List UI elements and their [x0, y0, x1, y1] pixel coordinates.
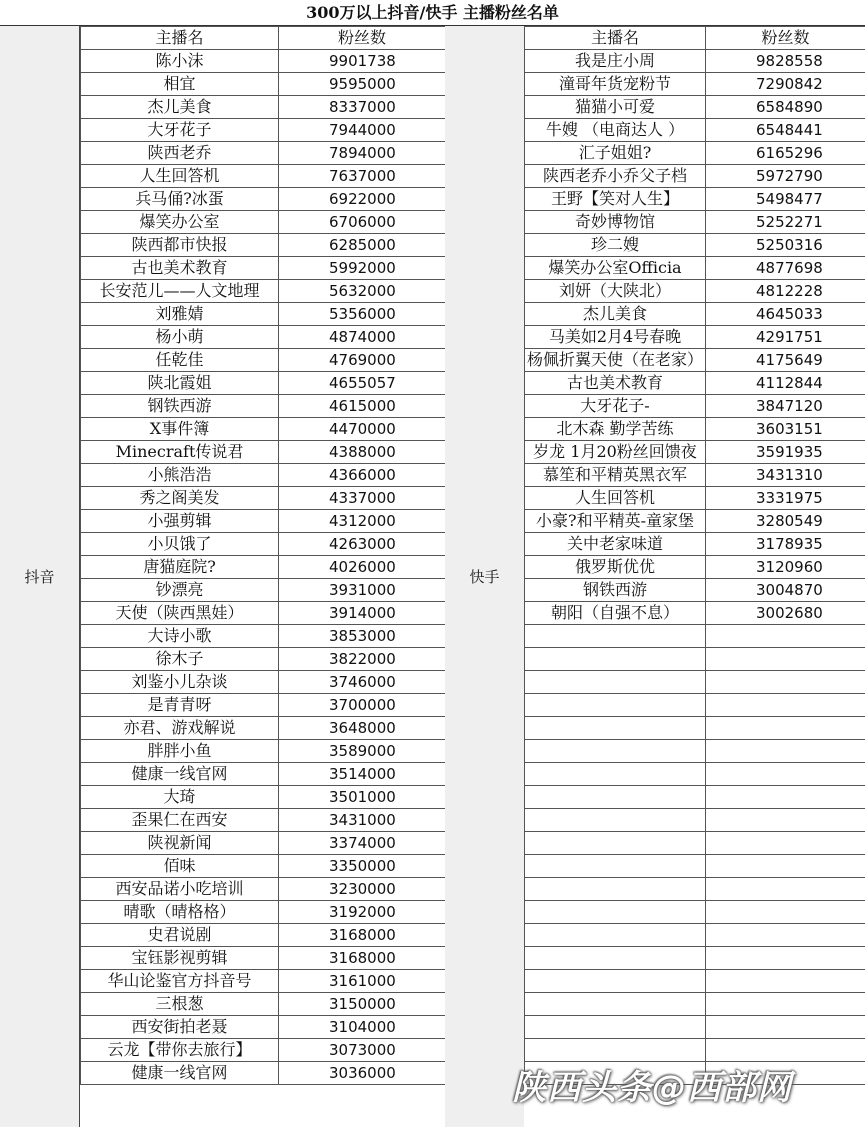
streamer-name: 兵马俑?冰蛋 [81, 188, 279, 211]
streamer-name: 云龙【带你去旅行】 [81, 1039, 279, 1062]
table-row [525, 763, 865, 786]
streamer-name [525, 763, 706, 786]
streamer-name: 亦君、游戏解说 [81, 717, 279, 740]
douyin-header-name: 主播名 [81, 27, 279, 50]
table-row [525, 947, 865, 970]
streamer-name: 唐猫庭院? [81, 556, 279, 579]
fan-count [706, 740, 865, 763]
fan-count: 3853000 [279, 625, 446, 648]
streamer-name [525, 625, 706, 648]
streamer-name: 佰味 [81, 855, 279, 878]
table-row [525, 694, 865, 717]
fan-count: 5498477 [706, 188, 865, 211]
fan-count [706, 855, 865, 878]
fan-count: 6706000 [279, 211, 446, 234]
fan-count: 4291751 [706, 326, 865, 349]
fan-count: 9901738 [279, 50, 446, 73]
streamer-name: 小强剪辑 [81, 510, 279, 533]
streamer-name: 汇子姐姐? [525, 142, 706, 165]
table-row [81, 855, 446, 878]
fan-count: 6922000 [279, 188, 446, 211]
table-row [81, 533, 446, 556]
table-row [81, 303, 446, 326]
fan-count: 3603151 [706, 418, 865, 441]
douyin-table-body [81, 27, 446, 1085]
table-row [81, 326, 446, 349]
table-row [81, 740, 446, 763]
table-row [525, 211, 865, 234]
fan-count [706, 878, 865, 901]
streamer-name: 晴歌（晴格格） [81, 901, 279, 924]
streamer-name: 三根葱 [81, 993, 279, 1016]
table-row [525, 1039, 865, 1062]
table-row [525, 418, 865, 441]
table-row [81, 993, 446, 1016]
streamer-name: 朝阳（自强不息） [525, 602, 706, 625]
table-row [525, 1016, 865, 1039]
streamer-name: 宝钰影视剪辑 [81, 947, 279, 970]
table-row [525, 740, 865, 763]
streamer-name: 珍二嫂 [525, 234, 706, 257]
streamer-name: 西安品诺小吃培训 [81, 878, 279, 901]
fan-count: 5252271 [706, 211, 865, 234]
kuaishou-table [524, 26, 865, 1085]
fan-count: 3914000 [279, 602, 446, 625]
streamer-name: 钢铁西游 [81, 395, 279, 418]
table-row [81, 165, 446, 188]
fan-count [706, 993, 865, 1016]
table-row [525, 901, 865, 924]
table-row [81, 832, 446, 855]
table-row [81, 257, 446, 280]
fan-count: 4874000 [279, 326, 446, 349]
table-row [525, 303, 865, 326]
fan-count: 6165296 [706, 142, 865, 165]
streamer-name [525, 671, 706, 694]
table-row [525, 96, 865, 119]
table-row [81, 1062, 446, 1085]
streamer-name [525, 924, 706, 947]
streamer-name: 北木森 勤学苦练 [525, 418, 706, 441]
table-row [525, 970, 865, 993]
table-row [525, 349, 865, 372]
fan-count: 9595000 [279, 73, 446, 96]
streamer-name: 爆笑办公室Officia [525, 257, 706, 280]
fan-count: 6584890 [706, 96, 865, 119]
fan-count [706, 694, 865, 717]
table-row [81, 487, 446, 510]
streamer-name [525, 648, 706, 671]
table-row [525, 510, 865, 533]
fan-count: 3331975 [706, 487, 865, 510]
table-row [525, 73, 865, 96]
streamer-name: 大牙花子- [525, 395, 706, 418]
table-row [525, 832, 865, 855]
streamer-name [525, 809, 706, 832]
fan-count: 5250316 [706, 234, 865, 257]
fan-count: 3931000 [279, 579, 446, 602]
table-row [81, 464, 446, 487]
table-row [525, 556, 865, 579]
fan-count: 6548441 [706, 119, 865, 142]
table-row [81, 1039, 446, 1062]
douyin-platform-label [0, 26, 80, 1127]
douyin-table [80, 26, 446, 1085]
streamer-name: 小熊浩浩 [81, 464, 279, 487]
table-row [81, 418, 446, 441]
streamer-name: 华山论鉴官方抖音号 [81, 970, 279, 993]
streamer-name: 杰儿美食 [525, 303, 706, 326]
streamer-name: 人生回答机 [525, 487, 706, 510]
table-row [525, 234, 865, 257]
table-row [525, 878, 865, 901]
table-row [81, 648, 446, 671]
table-row [525, 924, 865, 947]
fan-count [706, 763, 865, 786]
fan-count: 3591935 [706, 441, 865, 464]
fan-count: 5356000 [279, 303, 446, 326]
fan-count: 7637000 [279, 165, 446, 188]
fan-count: 4655057 [279, 372, 446, 395]
streamer-name: 大琦 [81, 786, 279, 809]
streamer-name: 史君说剧 [81, 924, 279, 947]
table-row [525, 786, 865, 809]
fan-count [706, 786, 865, 809]
table-row [81, 119, 446, 142]
fan-count: 7290842 [706, 73, 865, 96]
table-row [525, 372, 865, 395]
fan-count: 3168000 [279, 924, 446, 947]
table-row [81, 602, 446, 625]
streamer-name: X事件簿 [81, 418, 279, 441]
fan-count: 5972790 [706, 165, 865, 188]
fan-count: 3822000 [279, 648, 446, 671]
fan-count: 3280549 [706, 510, 865, 533]
table-row [525, 602, 865, 625]
streamer-name [525, 855, 706, 878]
table-row [525, 188, 865, 211]
streamer-name: 陕视新闻 [81, 832, 279, 855]
table-row [81, 717, 446, 740]
table-row [81, 763, 446, 786]
table-row [525, 855, 865, 878]
fan-count [706, 901, 865, 924]
table-row [81, 96, 446, 119]
table-row [81, 280, 446, 303]
streamer-name: 岁龙 1月20粉丝回馈夜 [525, 441, 706, 464]
fan-count: 3230000 [279, 878, 446, 901]
streamer-name: 杰儿美食 [81, 96, 279, 119]
fan-count [706, 648, 865, 671]
table-row [81, 372, 446, 395]
fan-count: 3004870 [706, 579, 865, 602]
streamer-name [525, 970, 706, 993]
douyin-label-text: 抖音 [24, 568, 55, 586]
streamer-name: 陕北霞姐 [81, 372, 279, 395]
streamer-name: 西安街拍老聂 [81, 1016, 279, 1039]
table-row [81, 556, 446, 579]
fan-count: 4470000 [279, 418, 446, 441]
table-row [81, 878, 446, 901]
fan-count: 3161000 [279, 970, 446, 993]
kuaishou-table-body [525, 27, 865, 1085]
streamer-name: 任乾佳 [81, 349, 279, 372]
fan-count: 4615000 [279, 395, 446, 418]
fan-count: 3374000 [279, 832, 446, 855]
streamer-name: 大诗小歌 [81, 625, 279, 648]
fan-count [706, 947, 865, 970]
fan-count [706, 1016, 865, 1039]
kuaishou-label-text: 快手 [469, 568, 500, 586]
table-row [525, 717, 865, 740]
streamer-name [525, 740, 706, 763]
fan-count: 3192000 [279, 901, 446, 924]
streamer-name: 胖胖小鱼 [81, 740, 279, 763]
table-row [525, 579, 865, 602]
table-row [81, 1016, 446, 1039]
fan-count: 4312000 [279, 510, 446, 533]
table-row [81, 809, 446, 832]
streamer-name: 陈小沫 [81, 50, 279, 73]
streamer-name: 天使（陕西黑娃） [81, 602, 279, 625]
kuaishou-label-wrap [445, 26, 524, 1127]
table-row [81, 142, 446, 165]
fan-count: 4877698 [706, 257, 865, 280]
streamer-name: 陕西老乔 [81, 142, 279, 165]
fan-count: 3589000 [279, 740, 446, 763]
sheet-title: 300万以上抖音/快手 主播粉丝名单 [0, 0, 865, 26]
streamer-name: 秀之阁美发 [81, 487, 279, 510]
streamer-name: 健康一线官网 [81, 763, 279, 786]
douyin-header-fans: 粉丝数 [279, 27, 446, 50]
fan-count: 4337000 [279, 487, 446, 510]
fan-count: 4366000 [279, 464, 446, 487]
fan-count [706, 809, 865, 832]
table-row [81, 211, 446, 234]
streamer-name: 杨小萌 [81, 326, 279, 349]
fan-count: 3150000 [279, 993, 446, 1016]
fan-count: 4026000 [279, 556, 446, 579]
table-row [525, 671, 865, 694]
table-row [81, 924, 446, 947]
streamer-name: 陕西老乔小乔父子档 [525, 165, 706, 188]
streamer-name: 刘鉴小儿杂谈 [81, 671, 279, 694]
streamer-name [525, 694, 706, 717]
streamer-name: 马美如2月4号春晚 [525, 326, 706, 349]
fan-count: 3514000 [279, 763, 446, 786]
streamer-name: 刘雅婧 [81, 303, 279, 326]
table-row [81, 947, 446, 970]
streamer-name [525, 1016, 706, 1039]
table-row [81, 188, 446, 211]
douyin-header-row [81, 27, 446, 50]
fan-count: 3104000 [279, 1016, 446, 1039]
table-row [525, 395, 865, 418]
streamer-name: 慕笙和平精英黑衣军 [525, 464, 706, 487]
fan-count: 3431000 [279, 809, 446, 832]
fan-count: 3431310 [706, 464, 865, 487]
streamer-name: 我是庄小周 [525, 50, 706, 73]
fan-count [706, 671, 865, 694]
fan-count: 4812228 [706, 280, 865, 303]
table-row [81, 625, 446, 648]
streamer-name: 王野【笑对人生】 [525, 188, 706, 211]
table-row [525, 441, 865, 464]
kuaishou-header-name: 主播名 [525, 27, 706, 50]
streamer-name: 大牙花子 [81, 119, 279, 142]
fan-count [706, 625, 865, 648]
streamer-name: 长安范儿——人文地理 [81, 280, 279, 303]
streamer-name: 古也美术教育 [81, 257, 279, 280]
streamer-name: 杨佩折翼天使（在老家） [525, 349, 706, 372]
table-row [525, 648, 865, 671]
table-row [81, 694, 446, 717]
table-row [81, 50, 446, 73]
fan-count: 3073000 [279, 1039, 446, 1062]
streamer-name: 奇妙博物馆 [525, 211, 706, 234]
fan-count: 3501000 [279, 786, 446, 809]
streamer-name [525, 717, 706, 740]
table-row [525, 533, 865, 556]
fan-count: 7894000 [279, 142, 446, 165]
table-row [525, 993, 865, 1016]
table-row [525, 326, 865, 349]
table-row [81, 786, 446, 809]
streamer-name: 猫猫小可爱 [525, 96, 706, 119]
fan-count: 4263000 [279, 533, 446, 556]
fan-count: 5632000 [279, 280, 446, 303]
fan-count: 3120960 [706, 556, 865, 579]
kuaishou-header-row [525, 27, 865, 50]
table-row [81, 901, 446, 924]
fan-count: 4175649 [706, 349, 865, 372]
table-row [525, 809, 865, 832]
fan-count: 3178935 [706, 533, 865, 556]
fan-count: 8337000 [279, 96, 446, 119]
fan-count [706, 924, 865, 947]
table-row [81, 234, 446, 257]
table-row [525, 257, 865, 280]
table-row [81, 441, 446, 464]
streamer-name: 钢铁西游 [525, 579, 706, 602]
streamer-name [525, 901, 706, 924]
fan-count: 3036000 [279, 1062, 446, 1085]
kuaishou-header-fans: 粉丝数 [706, 27, 865, 50]
streamer-name: 歪果仁在西安 [81, 809, 279, 832]
table-row [81, 73, 446, 96]
streamer-name [525, 993, 706, 1016]
fan-count: 4769000 [279, 349, 446, 372]
streamer-name [525, 1039, 706, 1062]
table-row [525, 142, 865, 165]
fan-count [706, 970, 865, 993]
streamer-name: 潼哥年货宠粉节 [525, 73, 706, 96]
streamer-name: 古也美术教育 [525, 372, 706, 395]
fan-count: 5992000 [279, 257, 446, 280]
streamer-name: 俄罗斯优优 [525, 556, 706, 579]
streamer-name: 相宜 [81, 73, 279, 96]
fan-count: 3700000 [279, 694, 446, 717]
table-row [81, 395, 446, 418]
streamer-name [525, 947, 706, 970]
kuaishou-platform-label [445, 26, 524, 1127]
fan-count: 4112844 [706, 372, 865, 395]
streamer-name: 徐木子 [81, 648, 279, 671]
streamer-name [525, 832, 706, 855]
fan-count [706, 1039, 865, 1062]
streamer-name: 爆笑办公室 [81, 211, 279, 234]
streamer-name: 牛嫂 （电商达人 ） [525, 119, 706, 142]
table-row [525, 119, 865, 142]
table-row [81, 349, 446, 372]
streamer-name: 钞漂亮 [81, 579, 279, 602]
fan-count [706, 832, 865, 855]
table-row [525, 165, 865, 188]
watermark-logo: 陕西头条@西部网 [512, 1068, 792, 1108]
fan-count: 3002680 [706, 602, 865, 625]
fan-count: 3847120 [706, 395, 865, 418]
fan-count: 9828558 [706, 50, 865, 73]
table-row [525, 464, 865, 487]
streamer-name: 人生回答机 [81, 165, 279, 188]
fan-count: 3350000 [279, 855, 446, 878]
table-row [81, 579, 446, 602]
streamer-name [525, 878, 706, 901]
streamer-name [525, 786, 706, 809]
streamer-name: 陕西都市快报 [81, 234, 279, 257]
table-row [525, 280, 865, 303]
streamer-name: 关中老家味道 [525, 533, 706, 556]
fan-count: 3648000 [279, 717, 446, 740]
fan-count: 4645033 [706, 303, 865, 326]
streamer-name: 小豪?和平精英-童家堡 [525, 510, 706, 533]
streamer-name: 健康一线官网 [81, 1062, 279, 1085]
table-row [81, 510, 446, 533]
streamer-name: 刘妍（大陕北） [525, 280, 706, 303]
table-row [525, 487, 865, 510]
streamer-name: Minecraft传说君 [81, 441, 279, 464]
fan-count [706, 717, 865, 740]
table-row [81, 671, 446, 694]
fan-count: 3168000 [279, 947, 446, 970]
fan-count: 7944000 [279, 119, 446, 142]
streamer-name: 小贝饿了 [81, 533, 279, 556]
fan-count: 6285000 [279, 234, 446, 257]
fan-count: 4388000 [279, 441, 446, 464]
table-row [525, 50, 865, 73]
fan-count: 3746000 [279, 671, 446, 694]
table-row [525, 625, 865, 648]
table-row [81, 970, 446, 993]
streamer-name: 是青青呀 [81, 694, 279, 717]
